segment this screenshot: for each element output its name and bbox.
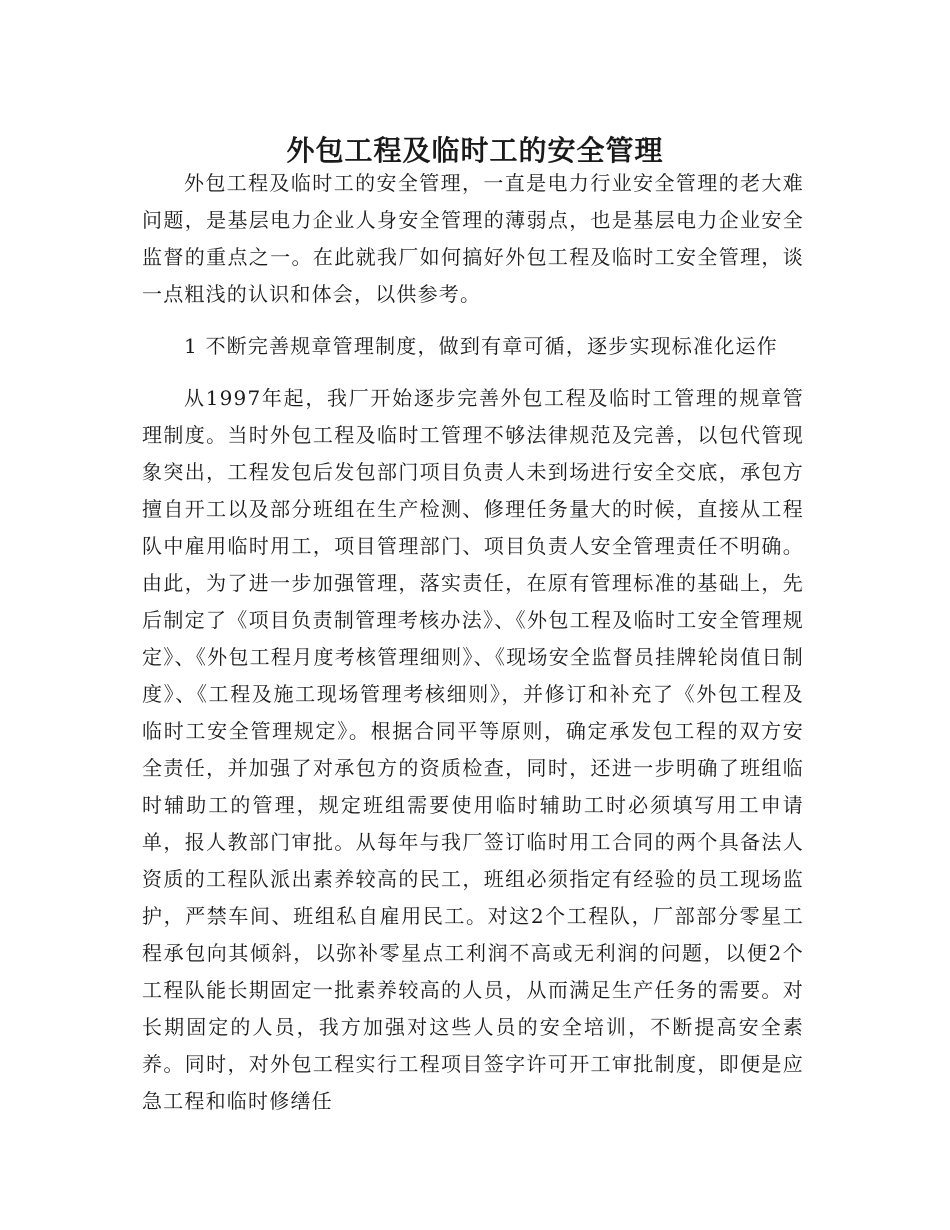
intro-paragraph: 外包工程及临时工的安全管理，一直是电力行业安全管理的老大难问题，是基层电力企业人身安全管理的薄弱点，也是基层电力企业安全监督的重点之一。在此就我厂如何搞好外包工程及临时工安全管理，谈一点粗浅的认识和体会，以供参考。 xyxy=(142,171,804,306)
section-1-paragraph: 从1997年起，我厂开始逐步完善外包工程及临时工管理的规章管理制度。当时外包工程及临时工管理不够法律规范及完善，以包代管现象突出，工程发包后发包部门项目负责人未到场进行安全交底，承包方擅自开工以及部分班组在生产检测、修理任务量大的时候，直接从工程队中雇用临时用工，项目管理部门、项目负责人安全管理责任不明确。由此，为了进一步加强管理，落实责任，在原有管理标准的基础上，先后制定了《项目负责制管理考核办法》、《外包工程及临时工安全管理规定》、《外包工程月度考核管理细则》、《现场安全监督员挂牌轮岗值日制度》、《工程及施工现场管理考核细则》，并修订和补充了《外包工程及临时工安全管理规定》。根据合同平等原则，确定承发包工程的双方安全责任，并加强了对承包方的资质检查，同时，还进一步明确了班组临时辅助工的管理，规定班组需要使用临时辅助工时必须填写用工申请单，报人教部门审批。从每年与我厂签订临时用工合同的两个具备法人资质的工程队派出素养较高的民工，班组必须指定有经验的员工现场监护，严禁车间、班组私自雇用民工。对这2个工程队，厂部部分零星工程承包向其倾斜，以弥补零星点工利润不高或无利润的问题，以便2个工程队能长期固定一批素养较高的人员，从而满足生产任务的需要。对长期固定的人员，我方加强对这些人员的安全培训，不断提高安全素养。同时，对外包工程实行工程项目签字许可开工审批制度，即便是应急工程和临时修缮任 xyxy=(142,386,804,1113)
section-heading-1: 1 不断完善规章管理制度，做到有章可循，逐步实现标准化运作 xyxy=(184,334,778,358)
document-title: 外包工程及临时工的安全管理 xyxy=(286,133,664,167)
